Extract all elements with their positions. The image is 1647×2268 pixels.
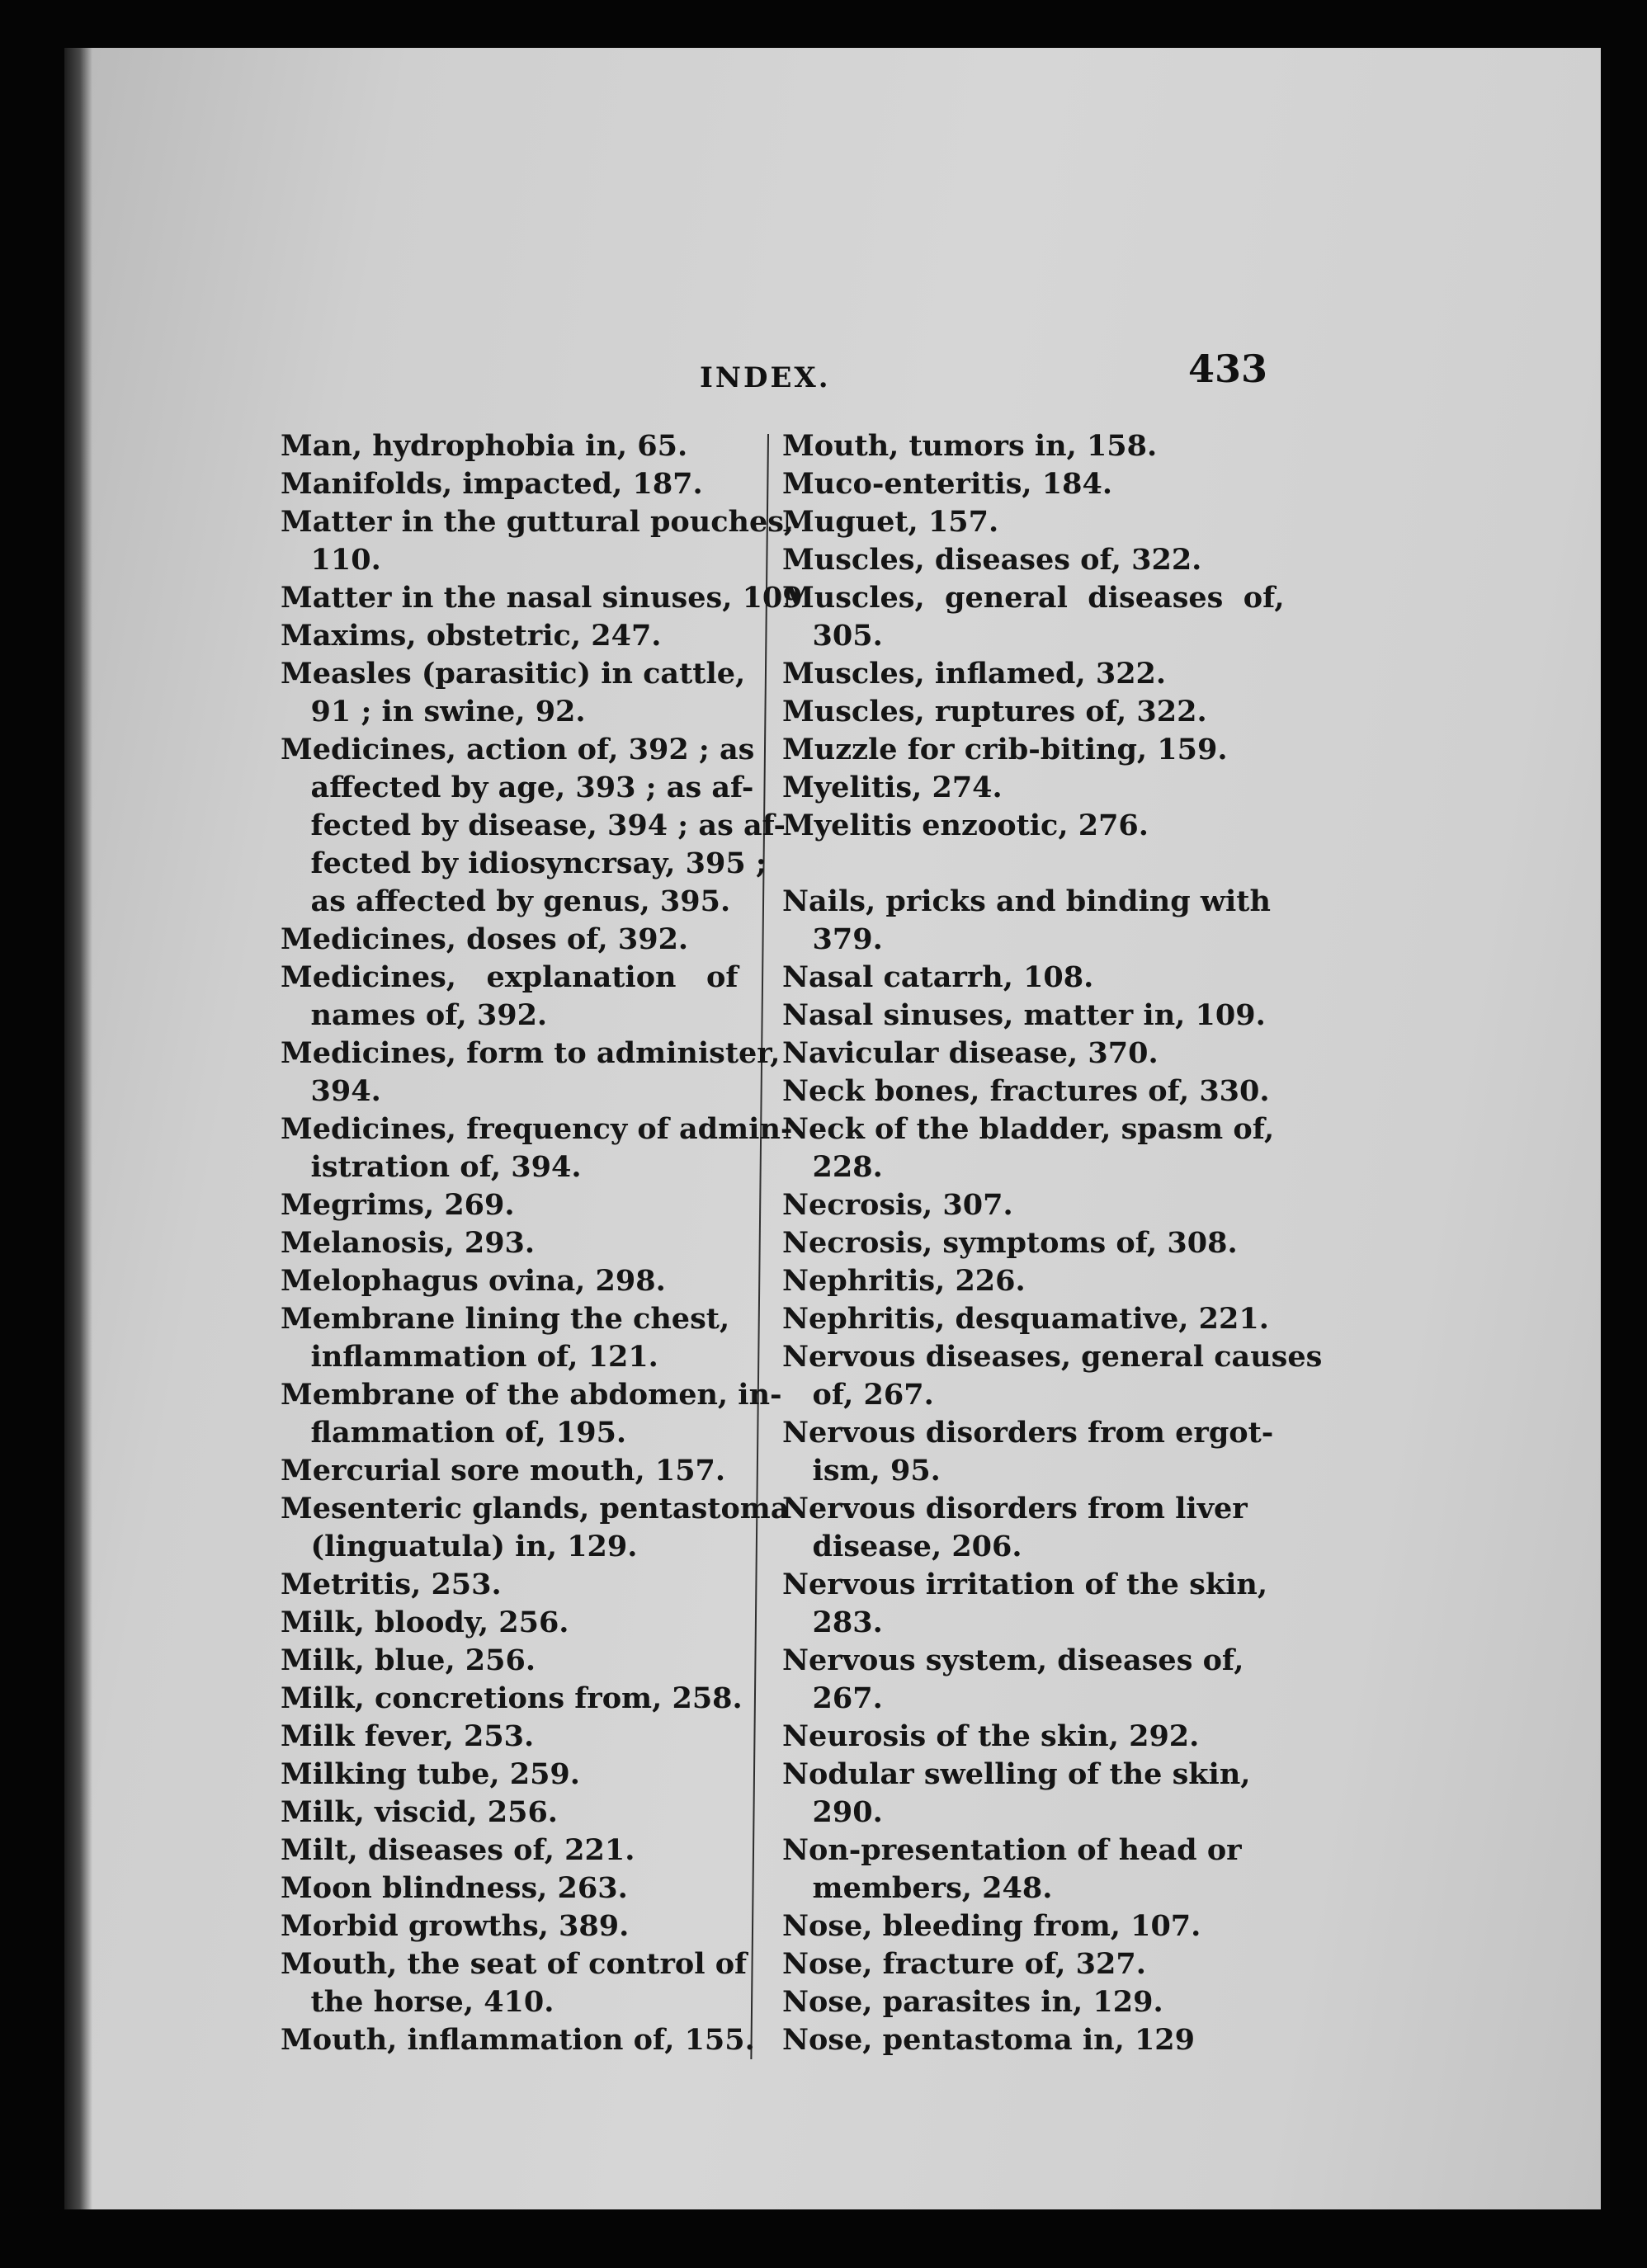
index-entry: Mouth, tumors in, 158.	[782, 429, 1158, 463]
index-entry: Maxims, obstetric, 247.	[281, 619, 662, 653]
index-entry: 91 ; in swine, 92.	[281, 695, 586, 728]
index-entry: Milk, concretions from, 258.	[281, 1681, 743, 1715]
running-title: INDEX.	[700, 361, 831, 394]
index-entry: Muscles, inflamed, 322.	[782, 657, 1167, 691]
index-column-right	[782, 427, 1360, 2059]
index-entry: 394.	[281, 1074, 381, 1108]
index-entry: ism, 95.	[782, 1454, 941, 1488]
index-entry: names of, 392.	[281, 998, 548, 1032]
index-entry: Muscles, diseases of, 322.	[782, 543, 1202, 577]
index-entry: Nasal catarrh, 108.	[782, 960, 1094, 994]
index-entry: (linguatula) in, 129.	[281, 1530, 638, 1563]
index-entry: members, 248.	[782, 1871, 1053, 1905]
index-entry: 228.	[782, 1150, 883, 1184]
index-entry: Medicines, action of, 392 ; as	[281, 733, 755, 766]
index-entry: Neck of the bladder, spasm of,	[782, 1112, 1275, 1146]
index-entry: flammation of, 195.	[281, 1416, 627, 1450]
index-entry: as affected by genus, 395.	[281, 884, 731, 918]
index-entry: Mouth, inflammation of, 155.	[281, 2023, 755, 2057]
index-entry: Necrosis, symptoms of, 308.	[782, 1226, 1238, 1260]
index-entry: fected by idiosyncrsay, 395 ;	[281, 846, 767, 880]
index-entry: fected by disease, 394 ; as af-	[281, 809, 786, 842]
index-entry: Mercurial sore mouth, 157.	[281, 1454, 726, 1488]
index-entry: Nose, fracture of, 327.	[782, 1947, 1146, 1981]
index-entry: Mouth, the seat of control of	[281, 1947, 748, 1981]
index-entry: Nephritis, desquamative, 221.	[782, 1302, 1269, 1336]
index-entry: Nodular swelling of the skin,	[782, 1757, 1251, 1791]
index-entry: Neurosis of the skin, 292.	[782, 1719, 1200, 1753]
index-entry: Matter in the guttural pouches,	[281, 505, 795, 539]
index-entry: Nervous disorders from liver	[782, 1492, 1248, 1525]
index-entry: 267.	[782, 1681, 883, 1715]
index-column-left	[281, 427, 858, 2059]
index-entry: Megrims, 269.	[281, 1188, 515, 1222]
index-entry: Moon blindness, 263.	[281, 1871, 628, 1905]
index-entry: Membrane of the abdomen, in-	[281, 1378, 782, 1412]
index-entry: Myelitis enzootic, 276.	[782, 809, 1149, 842]
index-entry: Muzzle for crib-biting, 159.	[782, 733, 1228, 766]
index-entry: inflammation of, 121.	[281, 1340, 658, 1374]
index-entry: Nose, pentastoma in, 129	[782, 2023, 1195, 2057]
index-entry: Nephritis, 226.	[782, 1264, 1026, 1298]
index-entry: Nervous system, diseases of,	[782, 1643, 1244, 1677]
index-entry: Milk fever, 253.	[281, 1719, 535, 1753]
index-entry: 305.	[782, 619, 883, 653]
index-entry: 110.	[281, 543, 381, 577]
index-entry: Necrosis, 307.	[782, 1188, 1013, 1222]
index-entry: Myelitis, 274.	[782, 771, 1003, 804]
index-entry: 283.	[782, 1606, 883, 1639]
index-entry: 379.	[782, 922, 883, 956]
index-entry: Non-presentation of head or	[782, 1833, 1242, 1867]
index-entry: Milk, bloody, 256.	[281, 1606, 569, 1639]
index-entry: of, 267.	[782, 1378, 934, 1412]
book-page	[64, 48, 1601, 2209]
index-entry: Nails, pricks and binding with	[782, 884, 1271, 918]
index-entry: Nasal sinuses, matter in, 109.	[782, 998, 1266, 1032]
index-entry: Muguet, 157.	[782, 505, 999, 539]
index-entry: Matter in the nasal sinuses, 109	[281, 581, 803, 615]
index-entry: Muco-enteritis, 184.	[782, 467, 1113, 501]
index-entry: Milk, blue, 256.	[281, 1643, 536, 1677]
index-entry: Nose, parasites in, 129.	[782, 1985, 1163, 2019]
index-entry: Nervous irritation of the skin,	[782, 1568, 1268, 1601]
index-entry: Medicines, explanation of	[281, 960, 739, 994]
index-entry: Muscles, ruptures of, 322.	[782, 695, 1207, 728]
index-entry: 290.	[782, 1795, 883, 1829]
index-entry: Neck bones, fractures of, 330.	[782, 1074, 1270, 1108]
index-entry: Nervous disorders from ergot-	[782, 1416, 1274, 1450]
index-entry: Milk, viscid, 256.	[281, 1795, 558, 1829]
index-entry: Membrane lining the chest,	[281, 1302, 730, 1336]
index-entry: Muscles, general diseases of,	[782, 581, 1285, 615]
index-entry: Milking tube, 259.	[281, 1757, 580, 1791]
page-header	[64, 347, 1601, 396]
index-entry: istration of, 394.	[281, 1150, 582, 1184]
index-entry: Nervous diseases, general causes	[782, 1340, 1323, 1374]
index-entry: Metritis, 253.	[281, 1568, 502, 1601]
index-entry: disease, 206.	[782, 1530, 1022, 1563]
index-entry: affected by age, 393 ; as af-	[281, 771, 754, 804]
index-entry: Medicines, frequency of admin-	[281, 1112, 793, 1146]
page-number: 433	[1188, 347, 1268, 391]
index-entry: Navicular disease, 370.	[782, 1036, 1159, 1070]
index-entry: Measles (parasitic) in cattle,	[281, 657, 746, 691]
index-entry: Nose, bleeding from, 107.	[782, 1909, 1201, 1943]
index-entry: Mesenteric glands, pentastoma	[281, 1492, 790, 1525]
index-entry: Medicines, doses of, 392.	[281, 922, 689, 956]
index-entry: Man, hydrophobia in, 65.	[281, 429, 688, 463]
index-entry: the horse, 410.	[281, 1985, 555, 2019]
index-entry: Morbid growths, 389.	[281, 1909, 630, 1943]
index-entry: Manifolds, impacted, 187.	[281, 467, 703, 501]
index-entry: Melanosis, 293.	[281, 1226, 536, 1260]
index-entry: Melophagus ovina, 298.	[281, 1264, 666, 1298]
index-entry: Milt, diseases of, 221.	[281, 1833, 635, 1867]
index-entry: Medicines, form to administer,	[281, 1036, 781, 1070]
